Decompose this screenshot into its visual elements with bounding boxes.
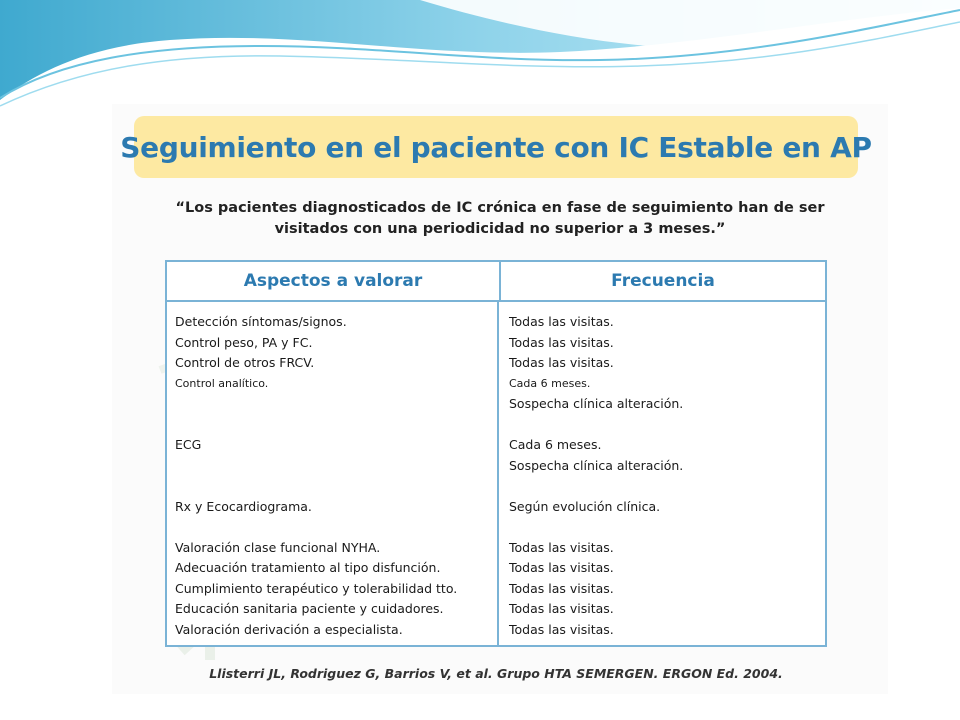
- frequency-column: [499, 302, 825, 647]
- header-frequency: Frecuencia: [611, 271, 715, 291]
- frequency-cell: Cada 6 meses.: [509, 376, 591, 390]
- frequency-cell: Todas las visitas.: [509, 539, 614, 555]
- title-banner: [120, 116, 872, 178]
- frequency-cell: Cada 6 meses.: [509, 437, 602, 452]
- frequency-cell: Según evolución clínica.: [509, 498, 661, 514]
- frequency-cell: Sospecha clínica alteración.: [509, 457, 684, 473]
- header-aspects: Aspectos a valorar: [167, 262, 501, 300]
- frequency-cell: Todas las visitas.: [509, 601, 614, 616]
- table-body: [167, 302, 825, 647]
- frequency-cell: Todas las visitas.: [509, 314, 614, 329]
- frequency-cell: Todas las visitas.: [509, 334, 614, 350]
- aspect-cell: Control analítico.: [175, 376, 269, 390]
- page-title: Seguimiento en el paciente con IC Estable en AP: [120, 130, 872, 164]
- frequency-cell: Todas las visitas.: [509, 355, 614, 370]
- aspect-cell: Control peso, PA y FC.: [175, 334, 313, 350]
- frequency-cell: Todas las visitas.: [509, 621, 614, 637]
- aspect-cell: Rx y Ecocardiograma.: [175, 498, 312, 514]
- frequency-cell: Sospecha clínica alteración.: [509, 396, 684, 411]
- frequency-cell: Todas las visitas.: [509, 560, 614, 575]
- aspects-column: [167, 302, 499, 647]
- quote-block: [150, 198, 850, 240]
- aspect-cell: Control de otros FRCV.: [175, 355, 315, 370]
- quote-line-2: visitados con una periodicidad no superior a 3 meses.”: [274, 221, 726, 237]
- citation: Llisterri JL, Rodriguez G, Barrios V, et al. Grupo HTA SEMERGEN. ERGON Ed. 2004.: [209, 666, 783, 681]
- aspect-cell: ECG: [175, 437, 202, 452]
- aspect-cell: Adecuación tratamiento al tipo disfunción.: [175, 560, 441, 575]
- frequency-cell: Todas las visitas.: [509, 580, 614, 596]
- follow-up-table: [165, 260, 827, 647]
- aspect-cell: Educación sanitaria paciente y cuidadores.: [175, 601, 444, 616]
- aspect-cell: Detección síntomas/signos.: [175, 314, 347, 329]
- aspect-cell: Valoración derivación a especialista.: [175, 621, 403, 637]
- aspect-cell: Valoración clase funcional NYHA.: [175, 539, 381, 555]
- decorative-wave-header: [0, 0, 960, 110]
- aspect-cell: Cumplimiento terapéutico y tolerabilidad tto.: [175, 580, 458, 596]
- table-header: [167, 262, 825, 302]
- quote-line-1: “Los pacientes diagnosticados de IC crónica en fase de seguimiento han de ser: [175, 200, 825, 216]
